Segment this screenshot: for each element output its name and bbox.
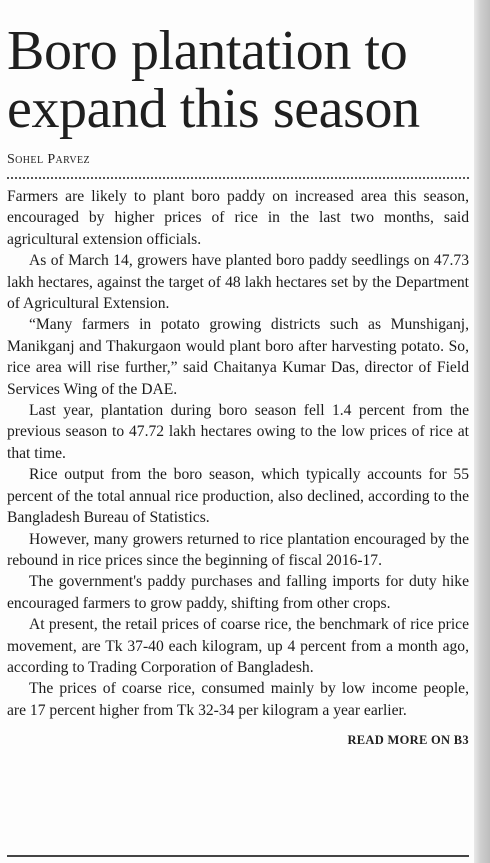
paragraph: As of March 14, growers have planted boro paddy seedlings on 47.73 lakh hectares, against the target of 48 lakh hectares set by the Department of Agricultural Extension. (7, 252, 469, 313)
byline: Sohel Parvez (7, 152, 91, 167)
dotted-divider (7, 177, 469, 179)
paragraph: However, many growers returned to rice plantation encouraged by the rebound in rice prices since the beginning of fiscal 2016-17. (7, 530, 469, 569)
bottom-rule (7, 855, 469, 857)
paragraph: “Many farmers in potato growing districts such as Munshiganj, Manikganj and Thakurgaon would plant boro after harvesting potato. So, rice area will rise further,” said Chaitanya Kumar Das, director of Field Services Wing of the DAE. (7, 316, 469, 398)
article-body (7, 186, 469, 721)
headline: Boro plantation to expand this season (7, 20, 420, 140)
news-article (7, 22, 469, 748)
paragraph: At present, the retail prices of coarse rice, the benchmark of rice price movement, are Tk 37-40 each kilogram, up 4 percent from a month ago, according to Trading Corporation of Bangladesh. (7, 616, 469, 676)
paragraph: The prices of coarse rice, consumed mainly by low income people, are 17 percent higher from Tk 32-34 per kilogram a year earlier. (7, 680, 469, 719)
paragraph: Rice output from the boro season, which typically accounts for 55 percent of the total annual rice production, also declined, according to the Bangladesh Bureau of Statistics. (7, 466, 469, 527)
paragraph: Last year, plantation during boro season fell 1.4 percent from the previous season to 47.72 lakh hectares owing to the low prices of rice at that time. (7, 402, 469, 462)
page-edge-shadow (474, 0, 490, 863)
read-more-link[interactable]: READ MORE ON B3 (347, 733, 469, 748)
paragraph: Farmers are likely to plant boro paddy on increased area this season, encouraged by higher prices of rice in the last two months, said agricultural extension officials. (7, 188, 469, 248)
paragraph: The government's paddy purchases and falling imports for duty hike encouraged farmers to grow paddy, shifting from other crops. (7, 573, 469, 612)
